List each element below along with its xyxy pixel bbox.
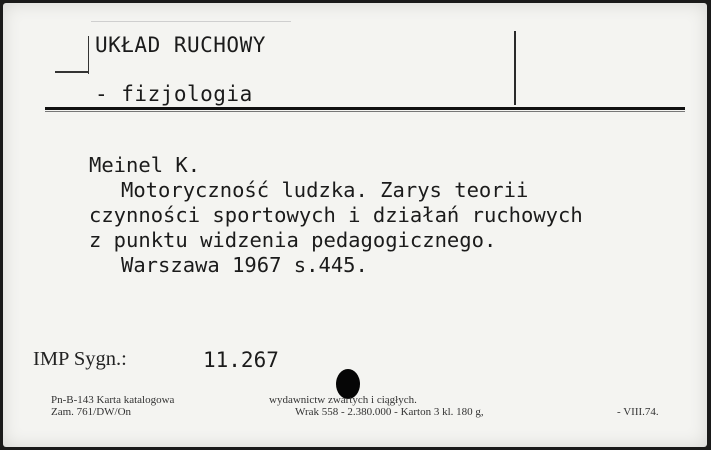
footer-print-info: Wrak 558 - 2.380.000 - Karton 3 kl. 180 g, xyxy=(295,406,484,418)
publication-line: Warszawa 1967 s.445. xyxy=(121,253,368,277)
header-right-rule xyxy=(514,31,516,105)
title-line-3: z punktu widzenia pedagogicznego. xyxy=(89,228,497,252)
faint-mark xyxy=(91,21,291,22)
header-left-rule xyxy=(88,36,89,74)
author: Meinel K. xyxy=(89,153,201,177)
footer-description: wydawnictw zwartych i ciągłych. xyxy=(269,394,417,406)
signature-value: 11.267 xyxy=(203,348,279,372)
header-divider xyxy=(45,107,685,110)
title-line-1: Motoryczność ludzka. Zarys teorii xyxy=(121,178,529,202)
title-line-2: czynności sportowych i działań ruchowych xyxy=(89,203,583,227)
footer-form-name: Pn-B-143 Karta katalogowa xyxy=(51,394,175,406)
subject-subheading: - fizjologia xyxy=(95,82,253,106)
header-divider-thin xyxy=(45,111,685,112)
catalog-card xyxy=(3,3,707,447)
subject-heading: UKŁAD RUCHOWY xyxy=(95,33,266,57)
signature-label: IMP Sygn.: xyxy=(33,348,127,370)
header-hook-rule xyxy=(55,71,89,73)
footer-date: - VIII.74. xyxy=(617,406,659,418)
footer-order: Zam. 761/DW/On xyxy=(51,406,132,418)
